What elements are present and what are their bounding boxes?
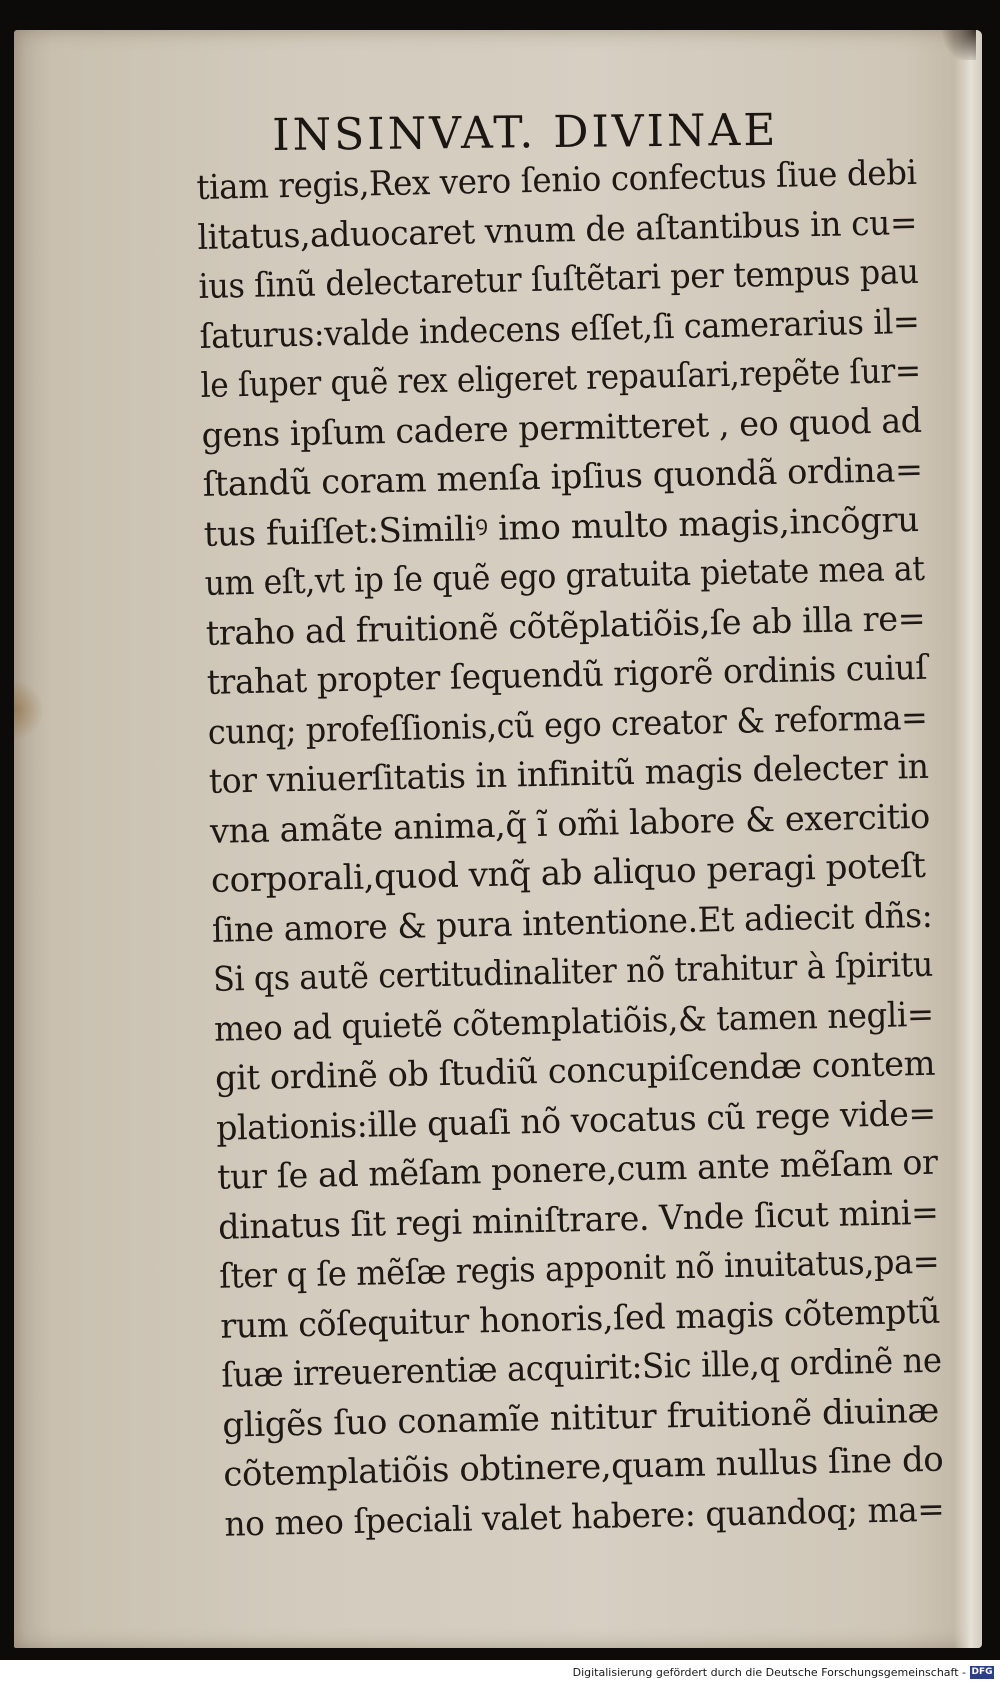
running-head: INSINVAT. DIVINAE — [272, 104, 779, 161]
text-line: tor vniuerſitatis in infinitũ magis delecter in — [208, 746, 929, 802]
text-block — [196, 149, 945, 1550]
text-line: tiam regis,Rex vero ſenio confectus ſiue debi — [196, 152, 917, 208]
corner-damage — [936, 30, 976, 60]
text-line: ſtandũ coram menſa ipſius quondã ordina= — [202, 449, 924, 505]
text-line: no meo ſpeciali valet habere: quandoq; ma= — [224, 1489, 945, 1545]
text-line: rum cõſequitur honoris,ſed magis cõtemptũ — [219, 1291, 941, 1347]
text-line: gens ipſum cadere permitteret , eo quod ad — [201, 400, 923, 456]
text-line: litatus,aduocaret vnum de aſtantibus in cu= — [197, 202, 918, 258]
text-line: gligẽs ſuo conamĩe nititur fruitionẽ diuinæ — [222, 1390, 940, 1446]
text-line: um eſt,vt ip ſe quẽ ego gratuita pietate mea at — [204, 548, 925, 604]
text-line: corporali,quod vnq̃ ab aliquo peragi poteſt — [210, 845, 926, 901]
text-line: git ordinẽ ob ſtudiũ concupiſcendæ contem — [214, 1043, 936, 1099]
text-line: cunq; profeſſionis,cũ ego creator & reforma= — [207, 697, 928, 753]
text-line: Si qs autẽ certitudinaliter nõ trahitur à ſpiritu — [212, 944, 934, 1000]
text-line: plationis:ille quaſi nõ vocatus cũ rege vide= — [215, 1093, 937, 1149]
text-line: meo ad quietẽ cõtemplatiõis,& tamen negli= — [213, 994, 935, 1050]
text-line: trahat propter ſequendũ rigorẽ ordinis cuiuſ — [206, 647, 928, 703]
text-line: tus fuiſſet:Similiꝰ imo multo magis,incõgru — [203, 499, 920, 555]
footer-bar — [0, 1660, 1000, 1686]
text-line: ſuæ irreuerentiæ acquirit:Sic ille,q ordinẽ ne — [220, 1340, 943, 1396]
text-line: traho ad fruitionẽ cõtẽplatiõis,ſe ab illa re= — [205, 598, 926, 654]
text-line: dinatus ſit regi miniſtrare. Vnde ſicut mini= — [217, 1192, 939, 1248]
text-line: ſine amore & pura intentione.Et adiecit dñs: — [211, 895, 933, 951]
paper-stain — [14, 680, 44, 740]
text-line: tur ſe ad mẽſam ponere,cum ante mẽſam or — [216, 1142, 938, 1198]
footer-credit: Digitalisierung gefördert durch die Deutsche Forschungsgemeinschaft - — [572, 1666, 966, 1679]
dfg-logo: DFG — [971, 1667, 993, 1677]
text-line: cõtemplatiõis obtinere,quam nullus ſine do — [223, 1439, 944, 1495]
text-line: ſaturus:valde indecens eſſet,ſi camerarius il= — [199, 301, 920, 357]
page-edge — [954, 30, 982, 1648]
text-line: ius ſinũ delectaretur ſuſtẽtari per tempus pau — [198, 251, 919, 307]
text-line: le ſuper quẽ rex eligeret repauſari,repẽte ſur= — [200, 350, 922, 406]
text-line: ſter q ſe mẽſæ regis apponit nõ inuitatus,pa= — [218, 1241, 940, 1297]
text-line: vna amãte anima,q̃ ĩ om̃i labore & exercitio — [209, 796, 931, 852]
